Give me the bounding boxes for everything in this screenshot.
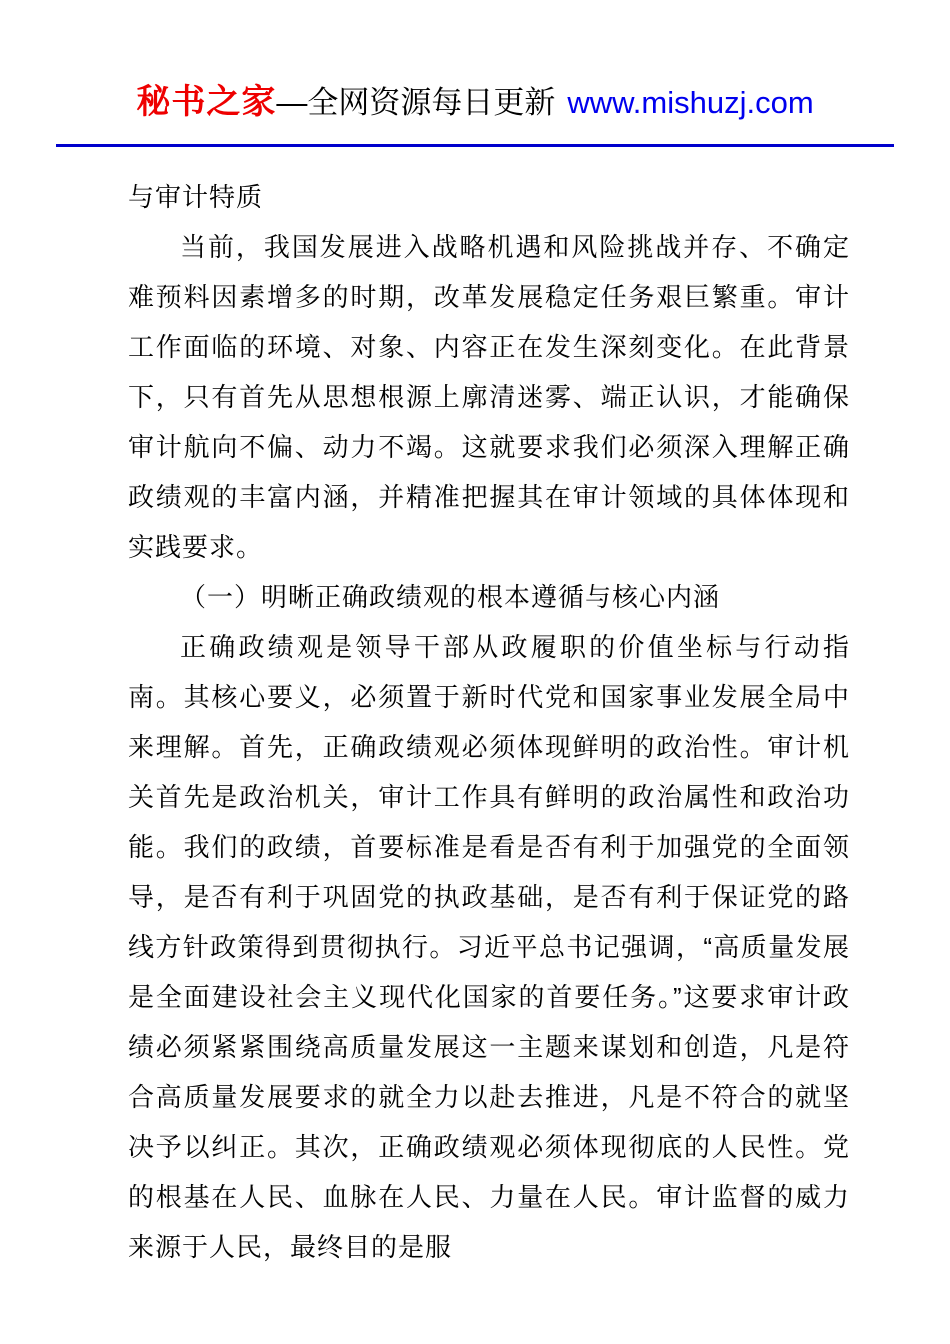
site-header — [0, 0, 950, 127]
header-url-link[interactable]: www.mishuzj.com — [567, 85, 814, 120]
header-dash: — — [276, 85, 308, 120]
section-heading: （一）明晰正确政绩观的根本遵循与核心内涵 — [180, 582, 721, 612]
paragraph-section-body: 正确政绩观是领导干部从政履职的价值坐标与行动指南。其核心要义，必须置于新时代党和国家事业发展全局中来理解。首先，正确政绩观必须体现鲜明的政治性。审计机关首先是政治机关，审计工作具有鲜明的政治属性和政治功能。我们的政绩，首要标准是看是否有利于加强党的全面领导，是否有利于巩固党的执政基础，是否有利于保证党的路线方针政策得到贯彻执行。习近平总书记强调，“高质量发展是全面建设社会主义现代化国家的首要任务。”这要求审计政绩必须紧紧围绕高质量发展这一主题来谋划和创造，凡是符合高质量发展要求的就全力以赴去推进，凡是不符合的就坚决予以纠正。其次，正确政绩观必须体现彻底的人民性。党的根基在人民、血脉在人民、力量在人民。审计监督的威力来源于人民，最终目的是服 — [128, 632, 850, 1262]
header-tagline: 全网资源每日更新 — [307, 85, 556, 120]
fragment-line: 与审计特质 — [128, 182, 264, 212]
document-body — [0, 147, 950, 1272]
paragraph-intro: 当前，我国发展进入战略机遇和风险挑战并存、不确定难预料因素增多的时期，改革发展稳定任务艰巨繁重。审计工作面临的环境、对象、内容正在发生深刻变化。在此背景下，只有首先从思想根源上廓清迷雾、端正认识，才能确保审计航向不偏、动力不竭。这就要求我们必须深入理解正确政绩观的丰富内涵，并精准把握其在审计领域的具体体现和实践要求。 — [128, 232, 850, 562]
brand-name: 秘书之家 — [136, 83, 277, 121]
